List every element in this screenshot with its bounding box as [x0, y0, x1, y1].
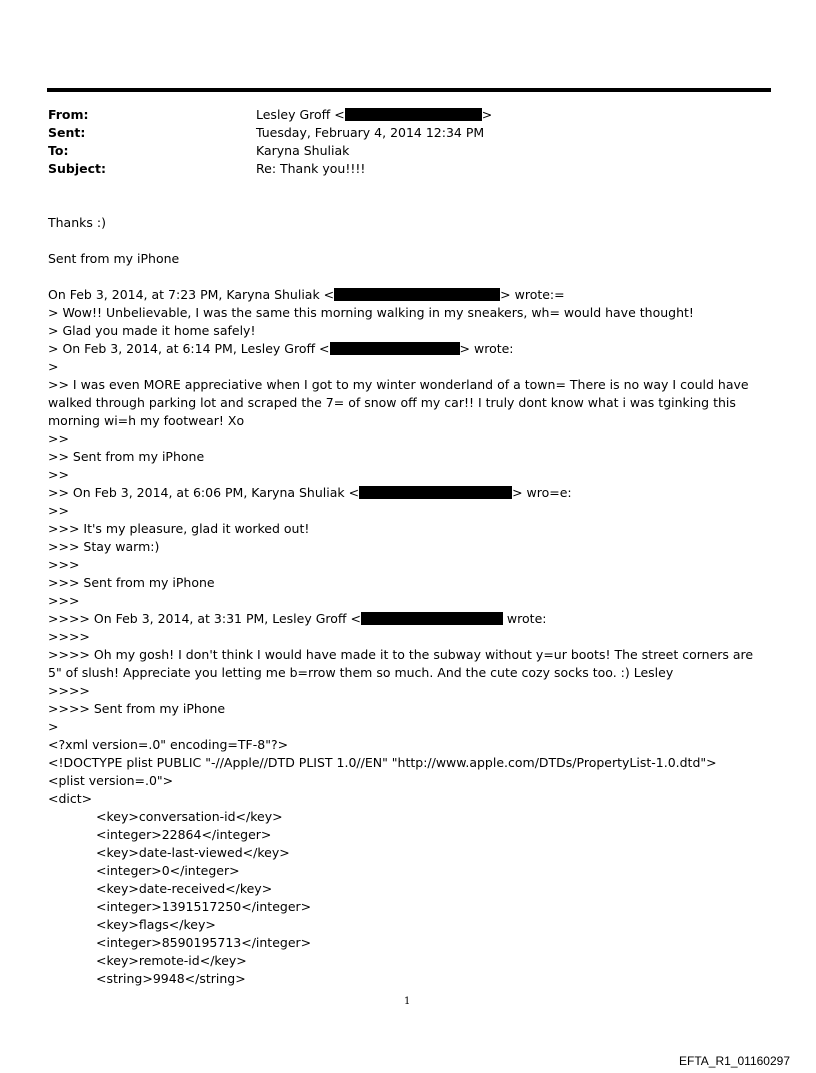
quote-header-text: On Feb 3, 2014, at 7:23 PM, Karyna Shuliak < — [48, 287, 335, 302]
quote-header-text: >>>> On Feb 3, 2014, at 3:31 PM, Lesley Groff < — [48, 611, 361, 626]
xml-line: <dict> — [48, 791, 93, 806]
body-line: > — [48, 719, 59, 734]
from-name: Lesley Groff < — [256, 107, 345, 122]
body-line: Sent from my iPhone — [48, 251, 180, 266]
redaction-box — [334, 288, 500, 301]
body-line: >>> Sent from my iPhone — [48, 575, 215, 590]
header-rule — [47, 88, 771, 92]
body-line: >>>> Sent from my iPhone — [48, 701, 226, 716]
body-line: >>> — [48, 593, 80, 608]
xml-line: <integer>1391517250</integer> — [96, 899, 312, 914]
sent-value: Tuesday, February 4, 2014 12:34 PM — [256, 125, 485, 140]
body-line: >>> Stay warm:) — [48, 539, 160, 554]
xml-line: <?xml version=.0" encoding=TF-8"?> — [48, 737, 289, 752]
body-line: > Wow!! Unbelievable, I was the same this morning walking in my sneakers, wh= would have thought! — [48, 305, 694, 320]
xml-line: <integer>8590195713</integer> — [96, 935, 312, 950]
xml-line: <integer>22864</integer> — [96, 827, 272, 842]
from-value — [256, 106, 492, 124]
quote-header-line — [48, 484, 572, 502]
xml-line: <string>9948</string> — [96, 971, 246, 986]
sent-label: Sent: — [48, 125, 86, 140]
document-id: EFTA_R1_01160297 — [679, 1054, 790, 1068]
quote-header-line — [48, 340, 514, 358]
redaction-box — [345, 108, 482, 121]
body-line: > Glad you made it home safely! — [48, 323, 256, 338]
quote-header-suffix: > wrote: — [459, 341, 514, 356]
quote-header-suffix: > wro=e: — [512, 485, 572, 500]
xml-line: <plist version=.0"> — [48, 773, 174, 788]
from-close: > — [481, 107, 493, 122]
quote-header-text: > On Feb 3, 2014, at 6:14 PM, Lesley Groff < — [48, 341, 330, 356]
body-line: >> — [48, 467, 69, 482]
quote-header-suffix: wrote: — [502, 611, 547, 626]
redaction-box — [361, 612, 503, 625]
quoted-paragraph: >> I was even MORE appreciative when I got to my winter wonderland of a town= There is no way I could have walked through parking lot and scraped the 7= of snow off my car!! I truly dont know what i was tginking this morning wi=h my footwear! Xo — [48, 377, 749, 428]
body-line: Thanks :) — [48, 215, 106, 230]
body-line: > — [48, 359, 59, 374]
xml-line: <key>conversation-id</key> — [96, 809, 283, 824]
quoted-paragraph: >>>> Oh my gosh! I don't think I would have made it to the subway without y=ur boots! The street corners are 5" of slush! Appreciate you letting me b=rrow them so much. And the cute cozy socks too. :) Lesley — [48, 647, 754, 680]
subject-label: Subject: — [48, 161, 106, 176]
redaction-box — [359, 486, 512, 499]
quote-header-line — [48, 610, 546, 628]
to-label: To: — [48, 143, 69, 158]
body-line: >>>> — [48, 629, 90, 644]
xml-line: <integer>0</integer> — [96, 863, 240, 878]
page-number: 1 — [404, 996, 411, 1007]
subject-value: Re: Thank you!!!! — [256, 161, 366, 176]
xml-line: <key>flags</key> — [96, 917, 216, 932]
body-line: >>> It's my pleasure, glad it worked out! — [48, 521, 310, 536]
body-line: >> — [48, 431, 69, 446]
xml-line: <!DOCTYPE plist PUBLIC "-//Apple//DTD PLIST 1.0//EN" "http://www.apple.com/DTDs/PropertyList-1.0.dtd"> — [48, 755, 717, 770]
xml-line: <key>date-last-viewed</key> — [96, 845, 290, 860]
from-label: From: — [48, 107, 89, 122]
quote-header-suffix: > wrote:= — [500, 287, 565, 302]
quote-header-line — [48, 286, 565, 304]
body-line: >>>> — [48, 683, 90, 698]
xml-line: <key>date-received</key> — [96, 881, 273, 896]
body-line: >> — [48, 503, 69, 518]
body-line: >> Sent from my iPhone — [48, 449, 205, 464]
xml-line: <key>remote-id</key> — [96, 953, 247, 968]
to-value: Karyna Shuliak — [256, 143, 350, 158]
quote-header-text: >> On Feb 3, 2014, at 6:06 PM, Karyna Shuliak < — [48, 485, 360, 500]
redaction-box — [330, 342, 460, 355]
body-line: >>> — [48, 557, 80, 572]
